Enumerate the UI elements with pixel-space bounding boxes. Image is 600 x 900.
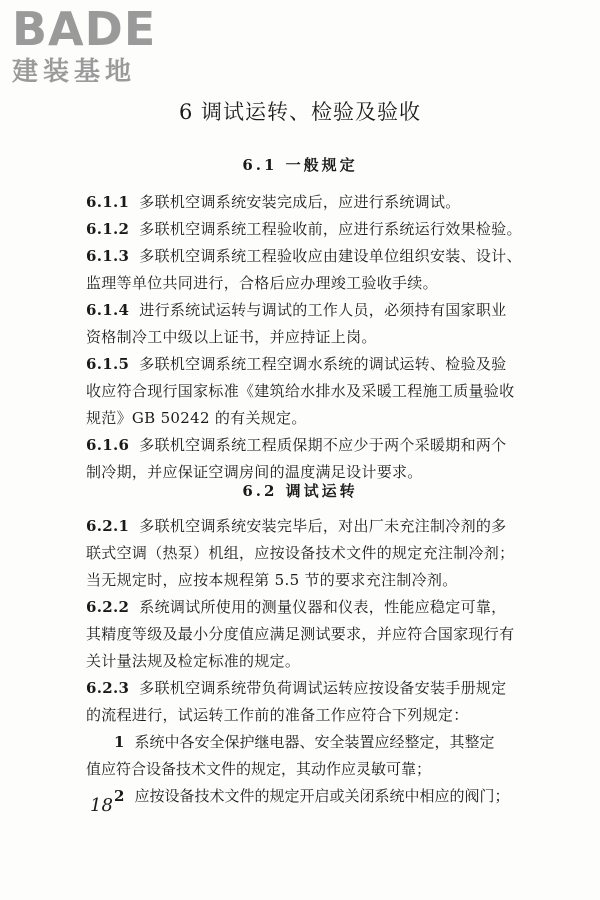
- clause-number: 6.2.1: [86, 517, 130, 535]
- clause-number: 6.1.3: [86, 247, 130, 265]
- item-text: 应按设备技术文件的规定开启或关闭系统中相应的阀门；: [134, 787, 510, 805]
- clause-text: 监理等单位共同进行，合格后应办理竣工验收手续。: [86, 274, 438, 292]
- clause-6-1-2: [86, 216, 526, 243]
- clause-number: 6.2.2: [86, 598, 130, 616]
- clause-number: 6.1.2: [86, 220, 130, 238]
- clause-6-1-1: [86, 189, 526, 216]
- item-number: 1: [114, 733, 125, 751]
- clause-number: 6.1.5: [86, 355, 130, 373]
- clause-text: 的流程进行，试运转工作前的准备工作应符合下列规定：: [86, 706, 469, 724]
- clause-6-1-4: [86, 297, 526, 351]
- clause-number: 6.2.3: [86, 679, 130, 697]
- list-item-2: [114, 783, 534, 810]
- clause-number: 6.1.1: [86, 193, 130, 211]
- clause-text: 多联机空调系统工程验收前，应进行系统运行效果检验。: [139, 220, 522, 238]
- chapter-title: 6 调试运转、检验及验收: [178, 100, 422, 124]
- list-item-1: [86, 729, 534, 783]
- clause-6-1-5: [86, 351, 526, 432]
- clause-number: 6.1.4: [86, 301, 130, 319]
- section-title-6-2: 6.2 调试运转: [242, 482, 358, 500]
- item-number: 2: [114, 787, 125, 805]
- clause-6-1-6: [86, 432, 526, 486]
- clause-6-2-1: [86, 513, 526, 594]
- logo-chinese-name: 建装基地: [12, 57, 137, 87]
- clause-text: 其精度等级及最小分度值应满足测试要求，并应符合国家现行有: [86, 625, 515, 643]
- clause-6-1-3: [86, 243, 526, 297]
- clause-text: 制冷期，并应保证空调房间的温度满足设计要求。: [86, 463, 423, 481]
- clause-number: 6.1.6: [86, 436, 130, 454]
- item-text: 系统中各安全保护继电器、安全装置应经整定，其整定: [134, 733, 495, 751]
- clause-text: 多联机空调系统安装完毕后，对出厂未充注制冷剂的多: [139, 517, 507, 535]
- bade-logo: [12, 4, 182, 90]
- clause-text: 联式空调（热泵）机组，应按设备技术文件的规定充注制冷剂；: [86, 544, 515, 562]
- logo-wordmark: BADE: [12, 2, 157, 56]
- clause-text: 多联机空调系统安装完成后，应进行系统调试。: [139, 193, 461, 211]
- clause-text: 多联机空调系统工程质保期不应少于两个采暖期和两个: [139, 436, 507, 454]
- page-number: 18: [90, 795, 113, 816]
- section-title-6-1: 6.1 一般规定: [242, 156, 358, 174]
- clause-text: 多联机空调系统工程验收应由建设单位组织安装、设计、: [139, 247, 522, 265]
- clause-6-2-3: [86, 675, 526, 729]
- clause-text: 多联机空调系统带负荷调试运转应按设备安装手册规定: [139, 679, 507, 697]
- clause-6-2-2: [86, 594, 526, 675]
- clause-text: 规范》GB 50242 的有关规定。: [86, 409, 307, 427]
- clause-text: 关计量法规及检定标准的规定。: [86, 652, 301, 670]
- clause-text: 当无规定时，应按本规程第 5.5 节的要求充注制冷剂。: [86, 571, 458, 589]
- clause-text: 资格制冷工中级以上证书，并应持证上岗。: [86, 328, 377, 346]
- clause-text: 收应符合现行国家标准《建筑给水排水及采暖工程施工质量验收: [86, 382, 515, 400]
- clause-text: 进行系统试运转与调试的工作人员，必须持有国家职业: [139, 301, 507, 319]
- item-text: 值应符合设备技术文件的规定，其动作应灵敏可靠；: [86, 760, 432, 778]
- clause-text: 多联机空调系统工程空调水系统的调试运转、检验及验: [139, 355, 507, 373]
- clause-text: 系统调试所使用的测量仪器和仪表，性能应稳定可靠，: [139, 598, 507, 616]
